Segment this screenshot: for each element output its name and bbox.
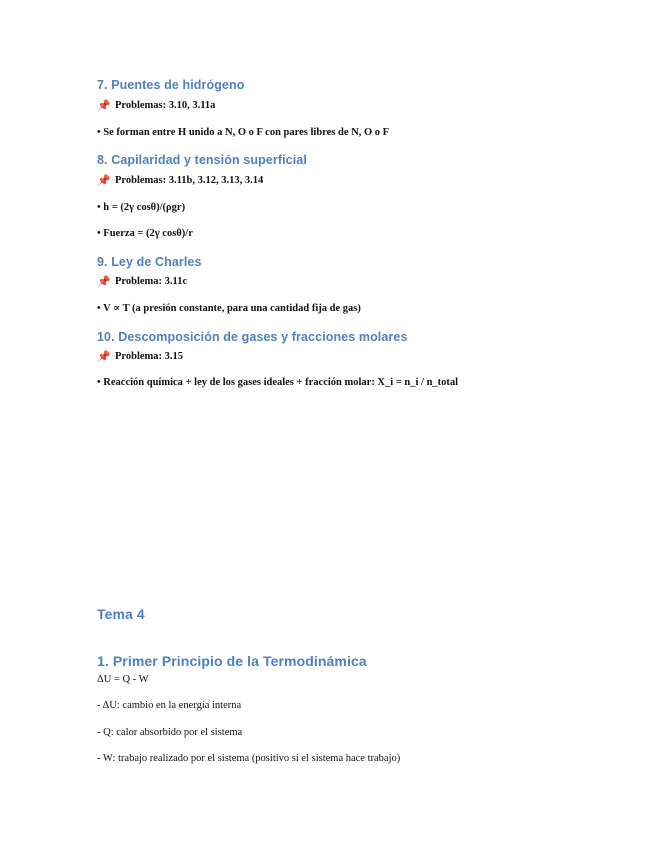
tema-item-1: - ΔU: cambio en la energía interna [97,700,242,711]
tema-item-2: - Q: calor absorbido por el sistema [97,727,243,738]
section-7-bullet-1: • Se forman entre H unido a N, O o F con pares libres de N, O o F [97,127,390,138]
pushpin-icon: 📌 [97,99,111,112]
section-8-problems [97,174,263,187]
section-7-problems [97,99,215,112]
tema-formula: ΔU = Q - W [97,674,149,685]
section-8-bullet-2: • Fuerza = (2γ cosθ)/r [97,228,193,239]
section-9-heading: 9. Ley de Charles [97,255,202,269]
pushpin-icon: 📌 [97,174,111,187]
tema-subtitle: 1. Primer Principio de la Termodinámica [97,653,367,669]
section-10-heading: 10. Descomposición de gases y fracciones molares [97,330,408,344]
tema-title: Tema 4 [97,606,145,622]
problems-label: Problema: 3.15 [115,351,184,362]
section-9-problems [97,275,187,288]
problems-label: Problemas: 3.11b, 3.12, 3.13, 3.14 [115,175,264,186]
pushpin-icon: 📌 [97,350,111,363]
problems-label: Problemas: 3.10, 3.11a [115,100,216,111]
section-10-bullet-1: • Reacción química + ley de los gases ideales + fracción molar: X_i = n_i / n_total [97,377,459,388]
section-7-heading: 7. Puentes de hidrógeno [97,78,245,92]
section-8-bullet-1: • h = (2γ cosθ)/(ρgr) [97,202,186,213]
tema-item-3: - W: trabajo realizado por el sistema (positivo si el sistema hace trabajo) [97,753,401,764]
pushpin-icon: 📌 [97,275,111,288]
section-8-heading: 8. Capilaridad y tensión superficial [97,153,307,167]
problems-label: Problema: 3.11c [115,276,188,287]
section-9-bullet-1: • V ∝ T (a presión constante, para una cantidad fija de gas) [97,303,361,314]
section-10-problems [97,350,183,363]
